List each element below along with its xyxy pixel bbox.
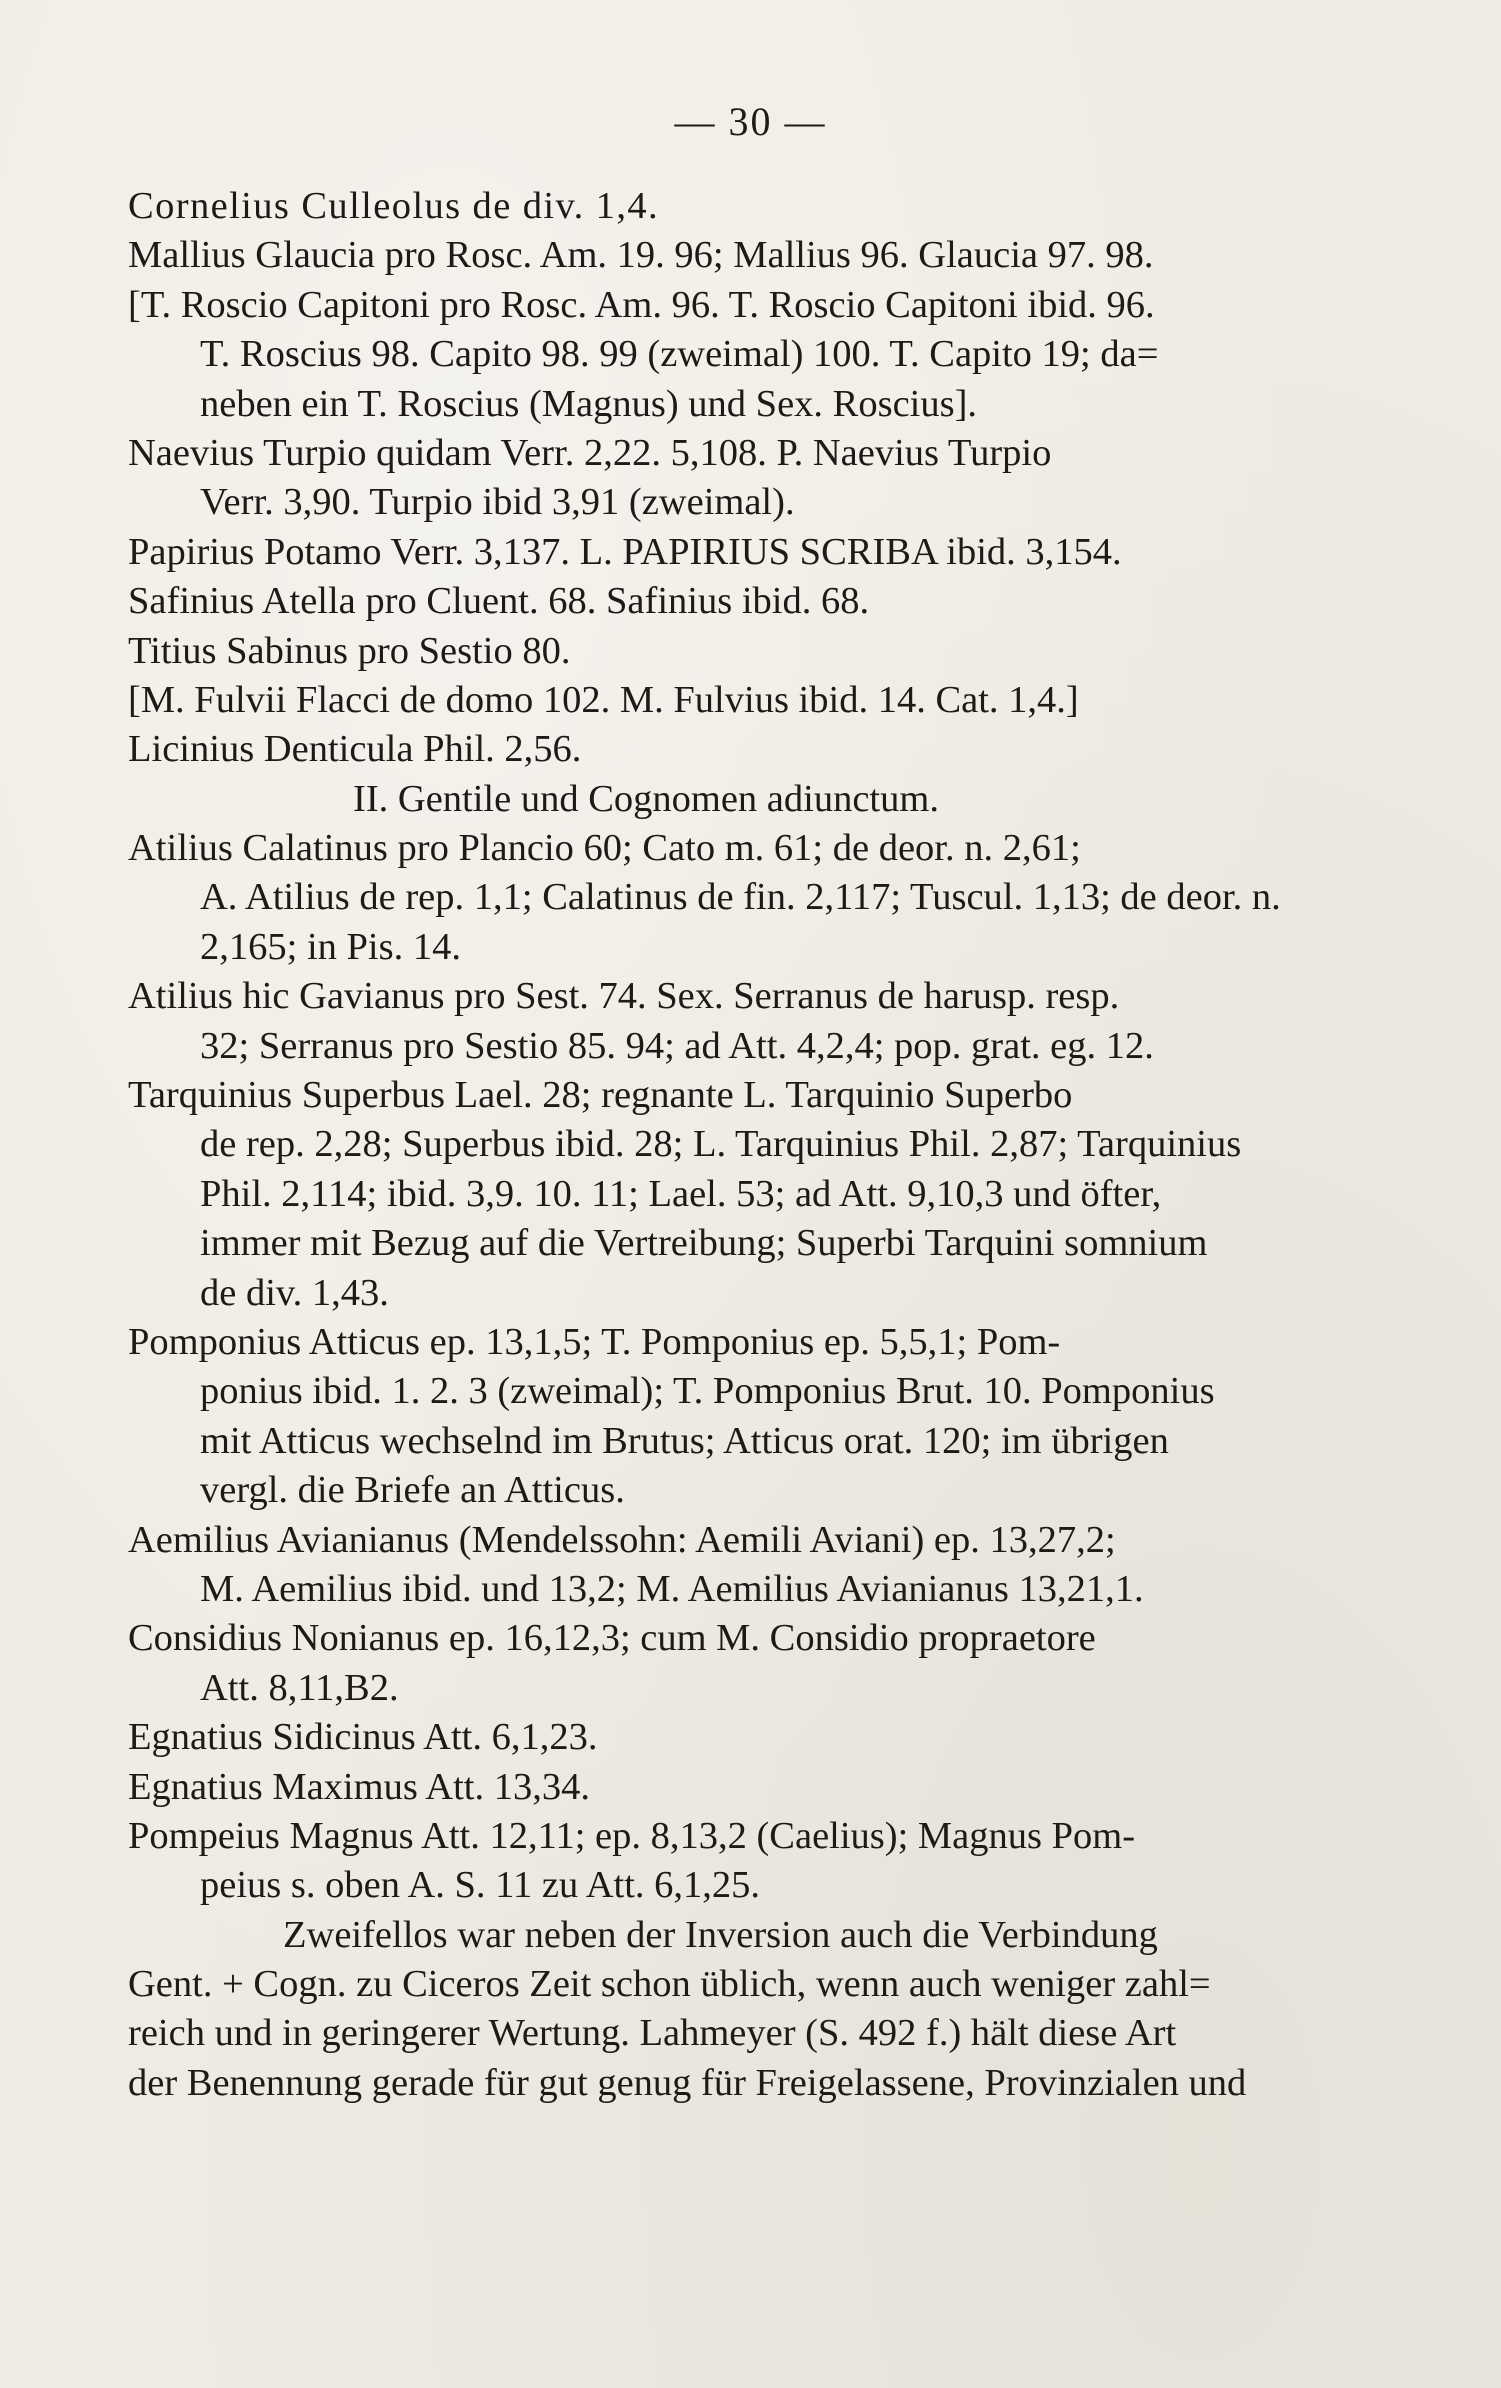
text-line: vergl. die Briefe an Atticus. [200, 1469, 625, 1512]
text-line: A. Atilius de rep. 1,1; Calatinus de fin. 2,117; Tuscul. 1,13; de deor. n. [200, 876, 1281, 919]
text-line: Considius Nonianus ep. 16,12,3; cum M. Considio propraetore [128, 1617, 1096, 1660]
text-line: [T. Roscio Capitoni pro Rosc. Am. 96. T. Roscio Capitoni ibid. 96. [128, 283, 1155, 326]
text-line: Phil. 2,114; ibid. 3,9. 10. 11; Lael. 53; ad Att. 9,10,3 und öfter, [200, 1172, 1162, 1215]
text-line: neben ein T. Roscius (Magnus) und Sex. Roscius]. [200, 382, 978, 425]
text-line: M. Aemilius ibid. und 13,2; M. Aemilius Avianianus 13,21,1. [200, 1567, 1144, 1610]
text-line: peius s. oben A. S. 11 zu Att. 6,1,25. [200, 1864, 761, 1907]
text-line: T. Roscius 98. Capito 98. 99 (zweimal) 100. T. Capito 19; da= [200, 333, 1159, 376]
text-line: Titius Sabinus pro Sestio 80. [128, 629, 571, 672]
text-line: Pompeius Magnus Att. 12,11; ep. 8,13,2 (Caelius); Magnus Pom- [128, 1814, 1136, 1857]
text-line: Aemilius Avianianus (Mendelssohn: Aemili Aviani) ep. 13,27,2; [128, 1518, 1116, 1561]
page-text-block [128, 182, 1390, 2108]
text-line: Safinius Atella pro Cluent. 68. Safinius ibid. 68. [128, 580, 870, 623]
section-heading: II. Gentile und Cognomen adiunctum. [353, 777, 939, 820]
paragraph-line: Gent. + Cogn. zu Ciceros Zeit schon üblich, wenn auch weniger zahl= [128, 1963, 1211, 2006]
text-line: Att. 8,11,B2. [200, 1666, 399, 1709]
paragraph-line: der Benennung gerade für gut genug für Freigelassene, Provinzialen und [128, 2061, 1247, 2104]
text-line: 32; Serranus pro Sestio 85. 94; ad Att. 4,2,4; pop. grat. eg. 12. [200, 1024, 1154, 1067]
text-line: Atilius hic Gavianus pro Sest. 74. Sex. Serranus de harusp. resp. [128, 975, 1120, 1018]
text-line: Cornelius Culleolus de div. 1,4. [128, 185, 660, 227]
paragraph-line: reich und in geringerer Wertung. Lahmeyer (S. 492 f.) hält diese Art [128, 2012, 1177, 2055]
text-line: Verr. 3,90. Turpio ibid 3,91 (zweimal). [200, 481, 795, 524]
text-line: de rep. 2,28; Superbus ibid. 28; L. Tarquinius Phil. 2,87; Tarquinius [200, 1123, 1242, 1166]
text-line: Atilius Calatinus pro Plancio 60; Cato m. 61; de deor. n. 2,61; [128, 827, 1081, 870]
text-line: Mallius Glaucia pro Rosc. Am. 19. 96; Mallius 96. Glaucia 97. 98. [128, 234, 1154, 277]
text-line: immer mit Bezug auf die Vertreibung; Superbi Tarquini somnium [200, 1222, 1208, 1265]
text-line: Licinius Denticula Phil. 2,56. [128, 728, 582, 771]
text-line: de div. 1,43. [200, 1271, 389, 1314]
text-line: [M. Fulvii Flacci de domo 102. M. Fulvius ibid. 14. Cat. 1,4.] [128, 678, 1079, 721]
text-line: mit Atticus wechselnd im Brutus; Atticus orat. 120; im übrigen [200, 1419, 1169, 1462]
text-line: Egnatius Maximus Att. 13,34. [128, 1765, 590, 1808]
text-line: Tarquinius Superbus Lael. 28; regnante L. Tarquinio Superbo [128, 1074, 1073, 1117]
page-number: — 30 — [674, 99, 827, 144]
text-line: Naevius Turpio quidam Verr. 2,22. 5,108. P. Naevius Turpio [128, 431, 1052, 474]
text-line: 2,165; in Pis. 14. [200, 925, 461, 968]
text-line: Papirius Potamo Verr. 3,137. L. PAPIRIUS SCRIBA ibid. 3,154. [128, 530, 1122, 573]
text-line: Pomponius Atticus ep. 13,1,5; T. Pomponius ep. 5,5,1; Pom- [128, 1320, 1061, 1363]
text-line: ponius ibid. 1. 2. 3 (zweimal); T. Pomponius Brut. 10. Pomponius [200, 1370, 1215, 1413]
paragraph-line: Zweifellos war neben der Inversion auch die Verbindung [283, 1913, 1158, 1956]
text-line: Egnatius Sidicinus Att. 6,1,23. [128, 1716, 598, 1759]
